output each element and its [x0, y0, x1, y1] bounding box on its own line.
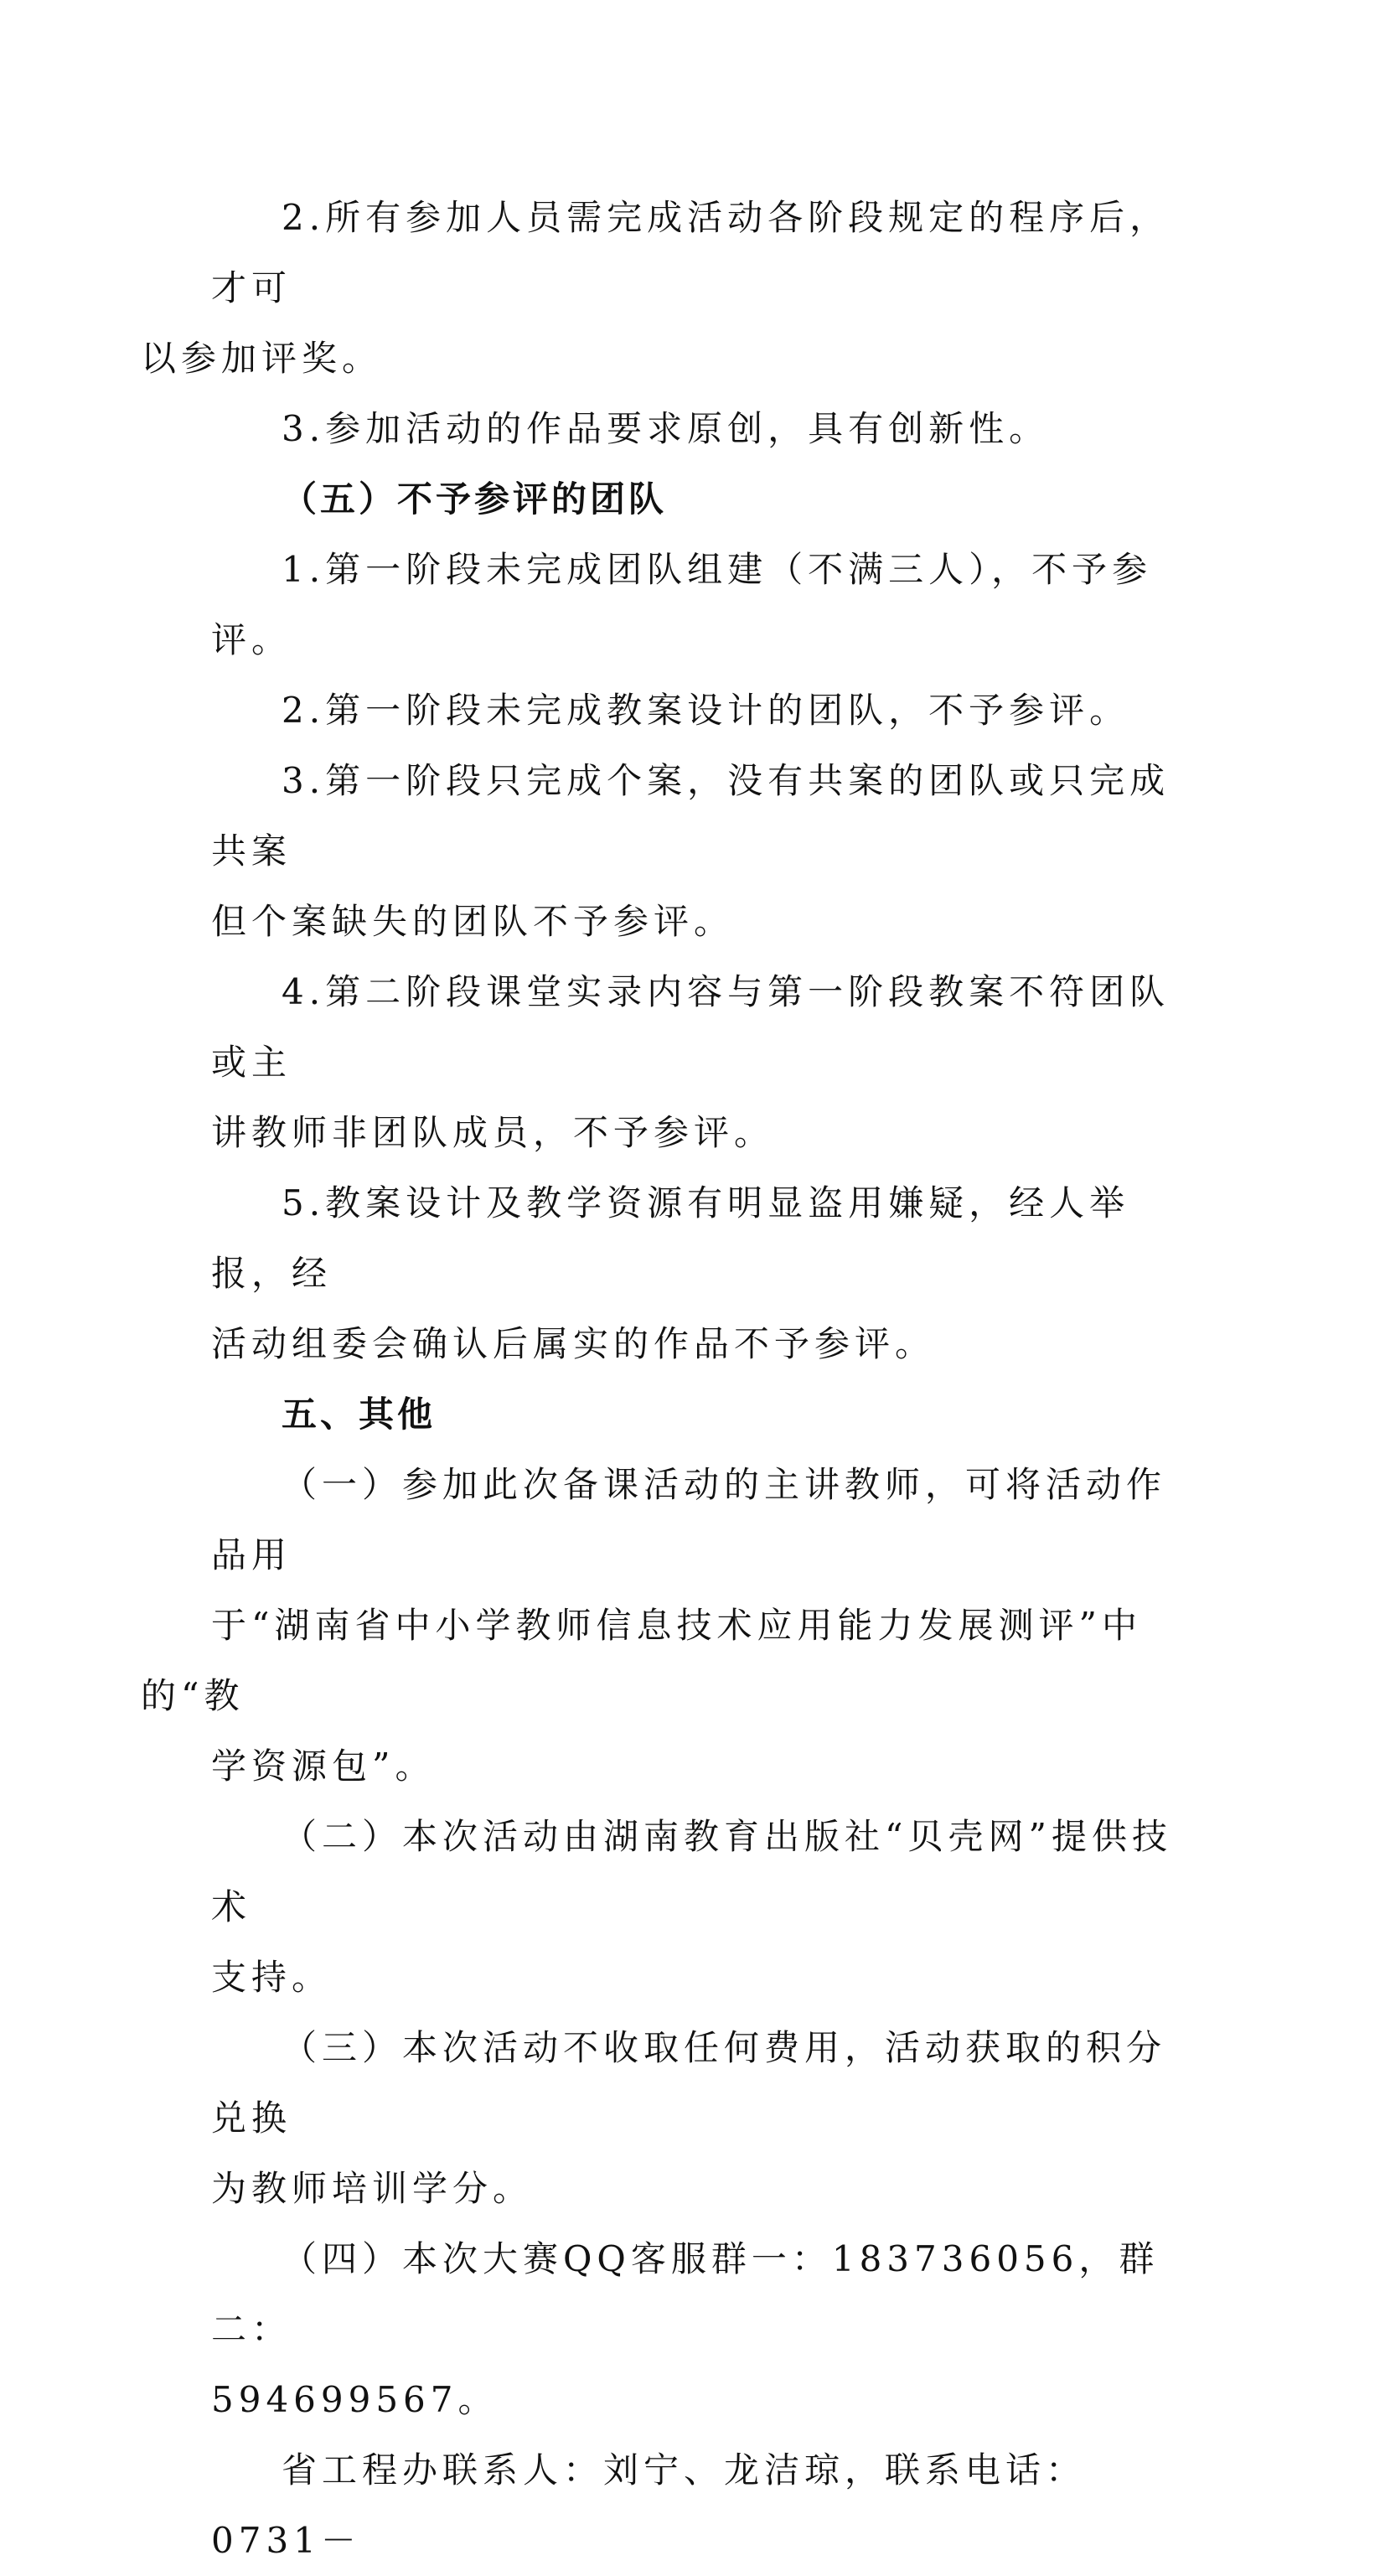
- text-line: （一）参加此次备课活动的主讲教师，可将活动作品用: [211, 1464, 1167, 1575]
- text-line: 4.第二阶段课堂实录内容与第一阶段教案不符团队或主: [211, 971, 1171, 1083]
- paragraph-rule-4: [211, 957, 1183, 1168]
- paragraph-contact: [211, 2435, 1183, 2576]
- text-line: 5.教案设计及教学资源有明显盗用嫌疑，经人举报，经: [211, 1182, 1130, 1294]
- text-line: （三）本次活动不收取任何费用，活动获取的积分兑换: [211, 2027, 1167, 2139]
- document-body: [141, 183, 1183, 2576]
- text-line: （四）本次大赛QQ客服群一：183736056，群二：: [211, 2238, 1160, 2350]
- paragraph-other-1: [141, 1450, 1183, 1802]
- text-line: 但个案缺失的团队不予参评。: [211, 901, 735, 942]
- text-line: 支持。: [211, 1957, 333, 1998]
- text-line: 2.所有参加人员需完成活动各阶段规定的程序后，才可: [211, 197, 1171, 308]
- paragraph-other-2: [211, 1802, 1183, 2013]
- text-line: 学资源包”。: [211, 1746, 436, 1787]
- paragraph-rule-3: [211, 746, 1183, 957]
- text-line: 于“湖南省中小学教师信息技术应用能力发展测评”中的“教: [141, 1605, 1142, 1716]
- text-line: 3.参加活动的作品要求原创，具有创新性。: [282, 408, 1050, 449]
- section-heading-other: [211, 1379, 1183, 1450]
- text-line: 以参加评奖。: [141, 338, 383, 379]
- text-line: 为教师培训学分。: [211, 2168, 534, 2209]
- text-line: 3.第一阶段只完成个案，没有共案的团队或只完成共案: [211, 760, 1171, 872]
- paragraph-rule-1: [211, 535, 1183, 675]
- heading-text: 五、其他: [282, 1394, 437, 1435]
- paragraph-other-4: [211, 2224, 1183, 2435]
- section-heading-excluded-teams: [211, 464, 1183, 535]
- text-line: 594699567。: [211, 2379, 499, 2420]
- paragraph-originality: [211, 394, 1183, 464]
- text-line: 讲教师非团队成员，不予参评。: [211, 1112, 775, 1153]
- text-line: （二）本次活动由湖南教育出版社“贝壳网”提供技术: [211, 1816, 1172, 1927]
- paragraph-rule-2: [211, 675, 1183, 746]
- paragraph-eligibility-procedure: [141, 183, 1183, 394]
- paragraph-other-3: [211, 2013, 1183, 2224]
- text-line: 省工程办联系人：刘宁、龙洁琼，联系电话：0731－: [211, 2449, 1087, 2561]
- paragraph-rule-5: [211, 1168, 1183, 1379]
- heading-text: （五）不予参评的团队: [282, 478, 668, 520]
- text-line: 活动组委会确认后属实的作品不予参评。: [211, 1323, 936, 1364]
- text-line: 2.第一阶段未完成教案设计的团队，不予参评。: [282, 690, 1130, 731]
- text-line: 1.第一阶段未完成团队组建（不满三人），不予参评。: [211, 549, 1153, 660]
